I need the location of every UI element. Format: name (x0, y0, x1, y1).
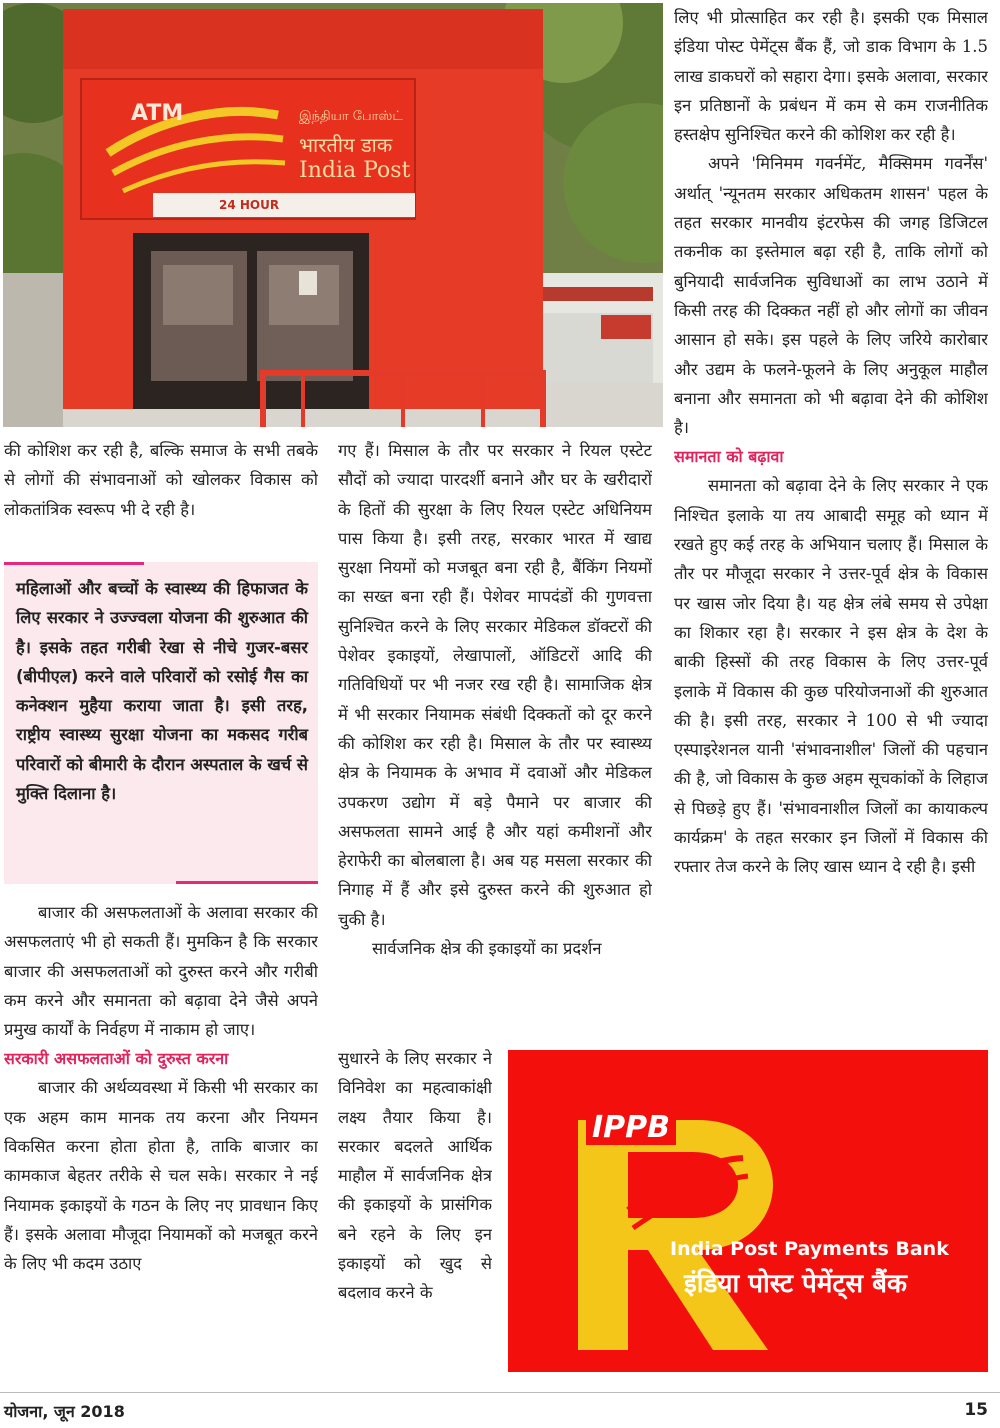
right-column (674, 3, 988, 1047)
right-para-2: अपने 'मिनिमम गवर्नमेंट, मैक्सिमम गवर्नेंस' अर्थात् 'न्यूनतम सरकार अधिकतम शासन' पहल के तहत सरकार मानवीय इंटरफेस की जगह डिजिटल तकनीक का इस्तेमाल बढ़ा रही है, ताकि लोगों को बुनियादी सार्वजनिक सुविधाओं का लाभ उठाने में किसी तरह की दिक्कत नहीं हो और लोगों का जीवन आसान हो सके। इस पहले के लिए जरिये कारोबार और उद्यम के फलने-फूलने के लिए अनुकूल माहौल बनाना और समानता को भी बढ़ावा देने की कोशिश है। (674, 154, 988, 438)
ippb-abbr: IPPB (586, 1110, 676, 1145)
hours-label: 24 HOUR (219, 198, 280, 212)
mid-para-1: गए हैं। मिसाल के तौर पर सरकार ने रियल एस्टेट सौदों को ज्यादा पारदर्शी बनाने और घर के खरीदारों के हितों की सुरक्षा के लिए रियल एस्टेट अधिनियम पास किया है। इसी तरह, सरकार भारत में खाद्य सुरक्षा नियमों को मजबूत बना रही है, बैंकिंग नियमों का सख्त बना रही हैं। पेशेवर मापदंडों की गुणवत्ता सुनिश्चित करने के लिए सरकार मेडिकल डॉक्टरों की पेशेवर इकाइयों, लेखापालों, ऑडिटरों आदि की गतिविधियों पर भी नजर रख रही है। सामाजिक क्षेत्र में भी सरकार नियामक संबंधी दिक्कतों को दूर करने की कोशिश कर रही है। मिसाल के तौर पर स्वास्थ्य क्षेत्र के नियामक के अभाव में दवाओं और मेडिकल उपकरण उद्योग में बड़े पैमाने पर बाजार की असफलता सामने आई है और यहां कमीशनों और हेराफेरी का बोलबाला है। अब यह मसला सरकार की निगाह में हैं और इसे दुरुस्त करने की शुरुआत हो चुकी है। (338, 441, 652, 929)
pullquote-top-rule (4, 562, 144, 565)
left-heading: सरकारी असफलताओं को दुरुस्त करना (4, 1049, 229, 1069)
atm-photo (3, 3, 663, 427)
footer-magazine: योजना, जून 2018 (4, 1402, 125, 1421)
footer-rule (0, 1392, 1000, 1393)
mid-para-3: सुधारने के लिए सरकार ने विनिवेश का महत्वाकांक्षी लक्ष्य तैयार किया है। सरकार बदलते आर्थिक माहौल में सार्वजनिक क्षेत्र की इकाइयों के प्रासंगिक बने रहने के लिए इन इकाइयों को खुद से बदलाव करने के (338, 1049, 492, 1303)
page-number: 15 (964, 1400, 988, 1420)
middle-column (338, 436, 652, 1044)
right-para-3: समानता को बढ़ावा देने के लिए सरकार ने एक निश्चित इलाके या तय आबादी समूह को ध्यान में रखते हुए कई तरह के अभियान चलाए हैं। मिसाल के तौर पर मौजूदा सरकार ने उत्तर-पूर्व क्षेत्र के विकास पर खास जोर दिया है। यह क्षेत्र लंबे समय से उपेक्षा का शिकार रहा है। सरकार ने इस क्षेत्र के देश के बाकी हिस्सों की तरह विकास के लिए उत्तर-पूर्व इलाके में विकास की कुछ परियोजनाओं की शुरुआत की है। इसी तरह, सरकार ने 100 से भी ज्यादा एस्पाइरेशनल यानी 'संभावनाशील' जिलों की पहचान की है, जो विकास के कुछ अहम सूचकांकों के लिहाज से पिछड़े हुए हैं। 'संभावनाशील जिलों का कायाकल्प कार्यक्रम' के तहत सरकार इन जिलों में विकास की रफ्तार तेज करने के लिए खास ध्यान दे रही है। इसी (674, 476, 988, 877)
pullquote-text: महिलाओं और बच्चों के स्वास्थ्य की हिफाजत के लिए सरकार ने उज्ज्वला योजना की शुरुआत की है। इसके तहत गरीबी रेखा से नीचे गुजर-बसर (बीपीएल) करने वाले परिवारों को रसोई गैस का कनेक्शन मुहैया कराया जाता है। इसी तरह, राष्ट्रीय स्वास्थ्य सुरक्षा योजना का मकसद गरीब परिवारों को बीमारी के दौरान अस्पताल के खर्च से मुक्ति दिलाना है। (16, 579, 308, 804)
ippb-name-english: India Post Payments Bank (670, 1238, 949, 1260)
mid-para-2: सार्वजनिक क्षेत्र की इकाइयों का प्रदर्शन (372, 939, 602, 959)
ippb-logo (508, 1050, 988, 1372)
right-para-1: लिए भी प्रोत्साहित कर रही है। इसकी एक मिसाल इंडिया पोस्ट पेमेंट्स बैंक हैं, जो डाक विभाग के 1.5 लाख डाकघरों को सहारा देगा। इसके अलावा, सरकार इन प्रतिष्ठानों के प्रबंधन में कम से कम राजनीतिक हस्तक्षेप सुनिश्चित करने की कोशिश कर रही है। (674, 8, 988, 145)
pullquote-bottom-rule (176, 881, 318, 884)
left-column (4, 436, 318, 556)
ippb-rupee-mark (508, 1050, 988, 1372)
right-heading: समानता को बढ़ावा (674, 447, 784, 467)
left-column-lower (4, 898, 318, 1388)
left-para-3: बाजार की अर्थव्यवस्था में किसी भी सरकार का एक अहम काम मानक तय करना और नियमन विकसित करना होता होता है, ताकि बाजार का कामकाज बेहतर तरीके से चल सके। सरकार ने नई नियामक इकाइयों के गठन के लिए नए प्रावधान किए हैं। इसके अलावा मौजूदा नियामकों को मजबूत करने के लिए भी कदम उठाए (4, 1078, 318, 1274)
atm-label: ATM (131, 101, 184, 126)
left-para-1: की कोशिश कर रही है, बल्कि समाज के सभी तबके से लोगों की संभावनाओं को खोलकर विकास को लोकतांत्रिक स्वरूप भी दे रही है। (4, 441, 318, 519)
india-post-tamil: இந்தியா போஸ்ட் (299, 109, 403, 124)
india-post-hindi: भारतीय डाक (299, 133, 393, 157)
middle-column-narrow (338, 1044, 492, 1388)
atm-photo-illustration (3, 3, 663, 427)
ippb-name-hindi: इंडिया पोस्ट पेमेंट्स बैंक (684, 1269, 907, 1299)
pullquote-box (4, 562, 318, 884)
india-post-english: India Post (299, 158, 411, 183)
left-para-2: बाजार की असफलताओं के अलावा सरकार की असफलताएं भी हो सकती हैं। मुमकिन है कि सरकार बाजार की असफलताओं को दुरुस्त करने और गरीबी कम करने और समानता को बढ़ावा देने जैसे अपने प्रमुख कार्यों के निर्वहण में नाकाम हो जाए। (4, 903, 318, 1040)
